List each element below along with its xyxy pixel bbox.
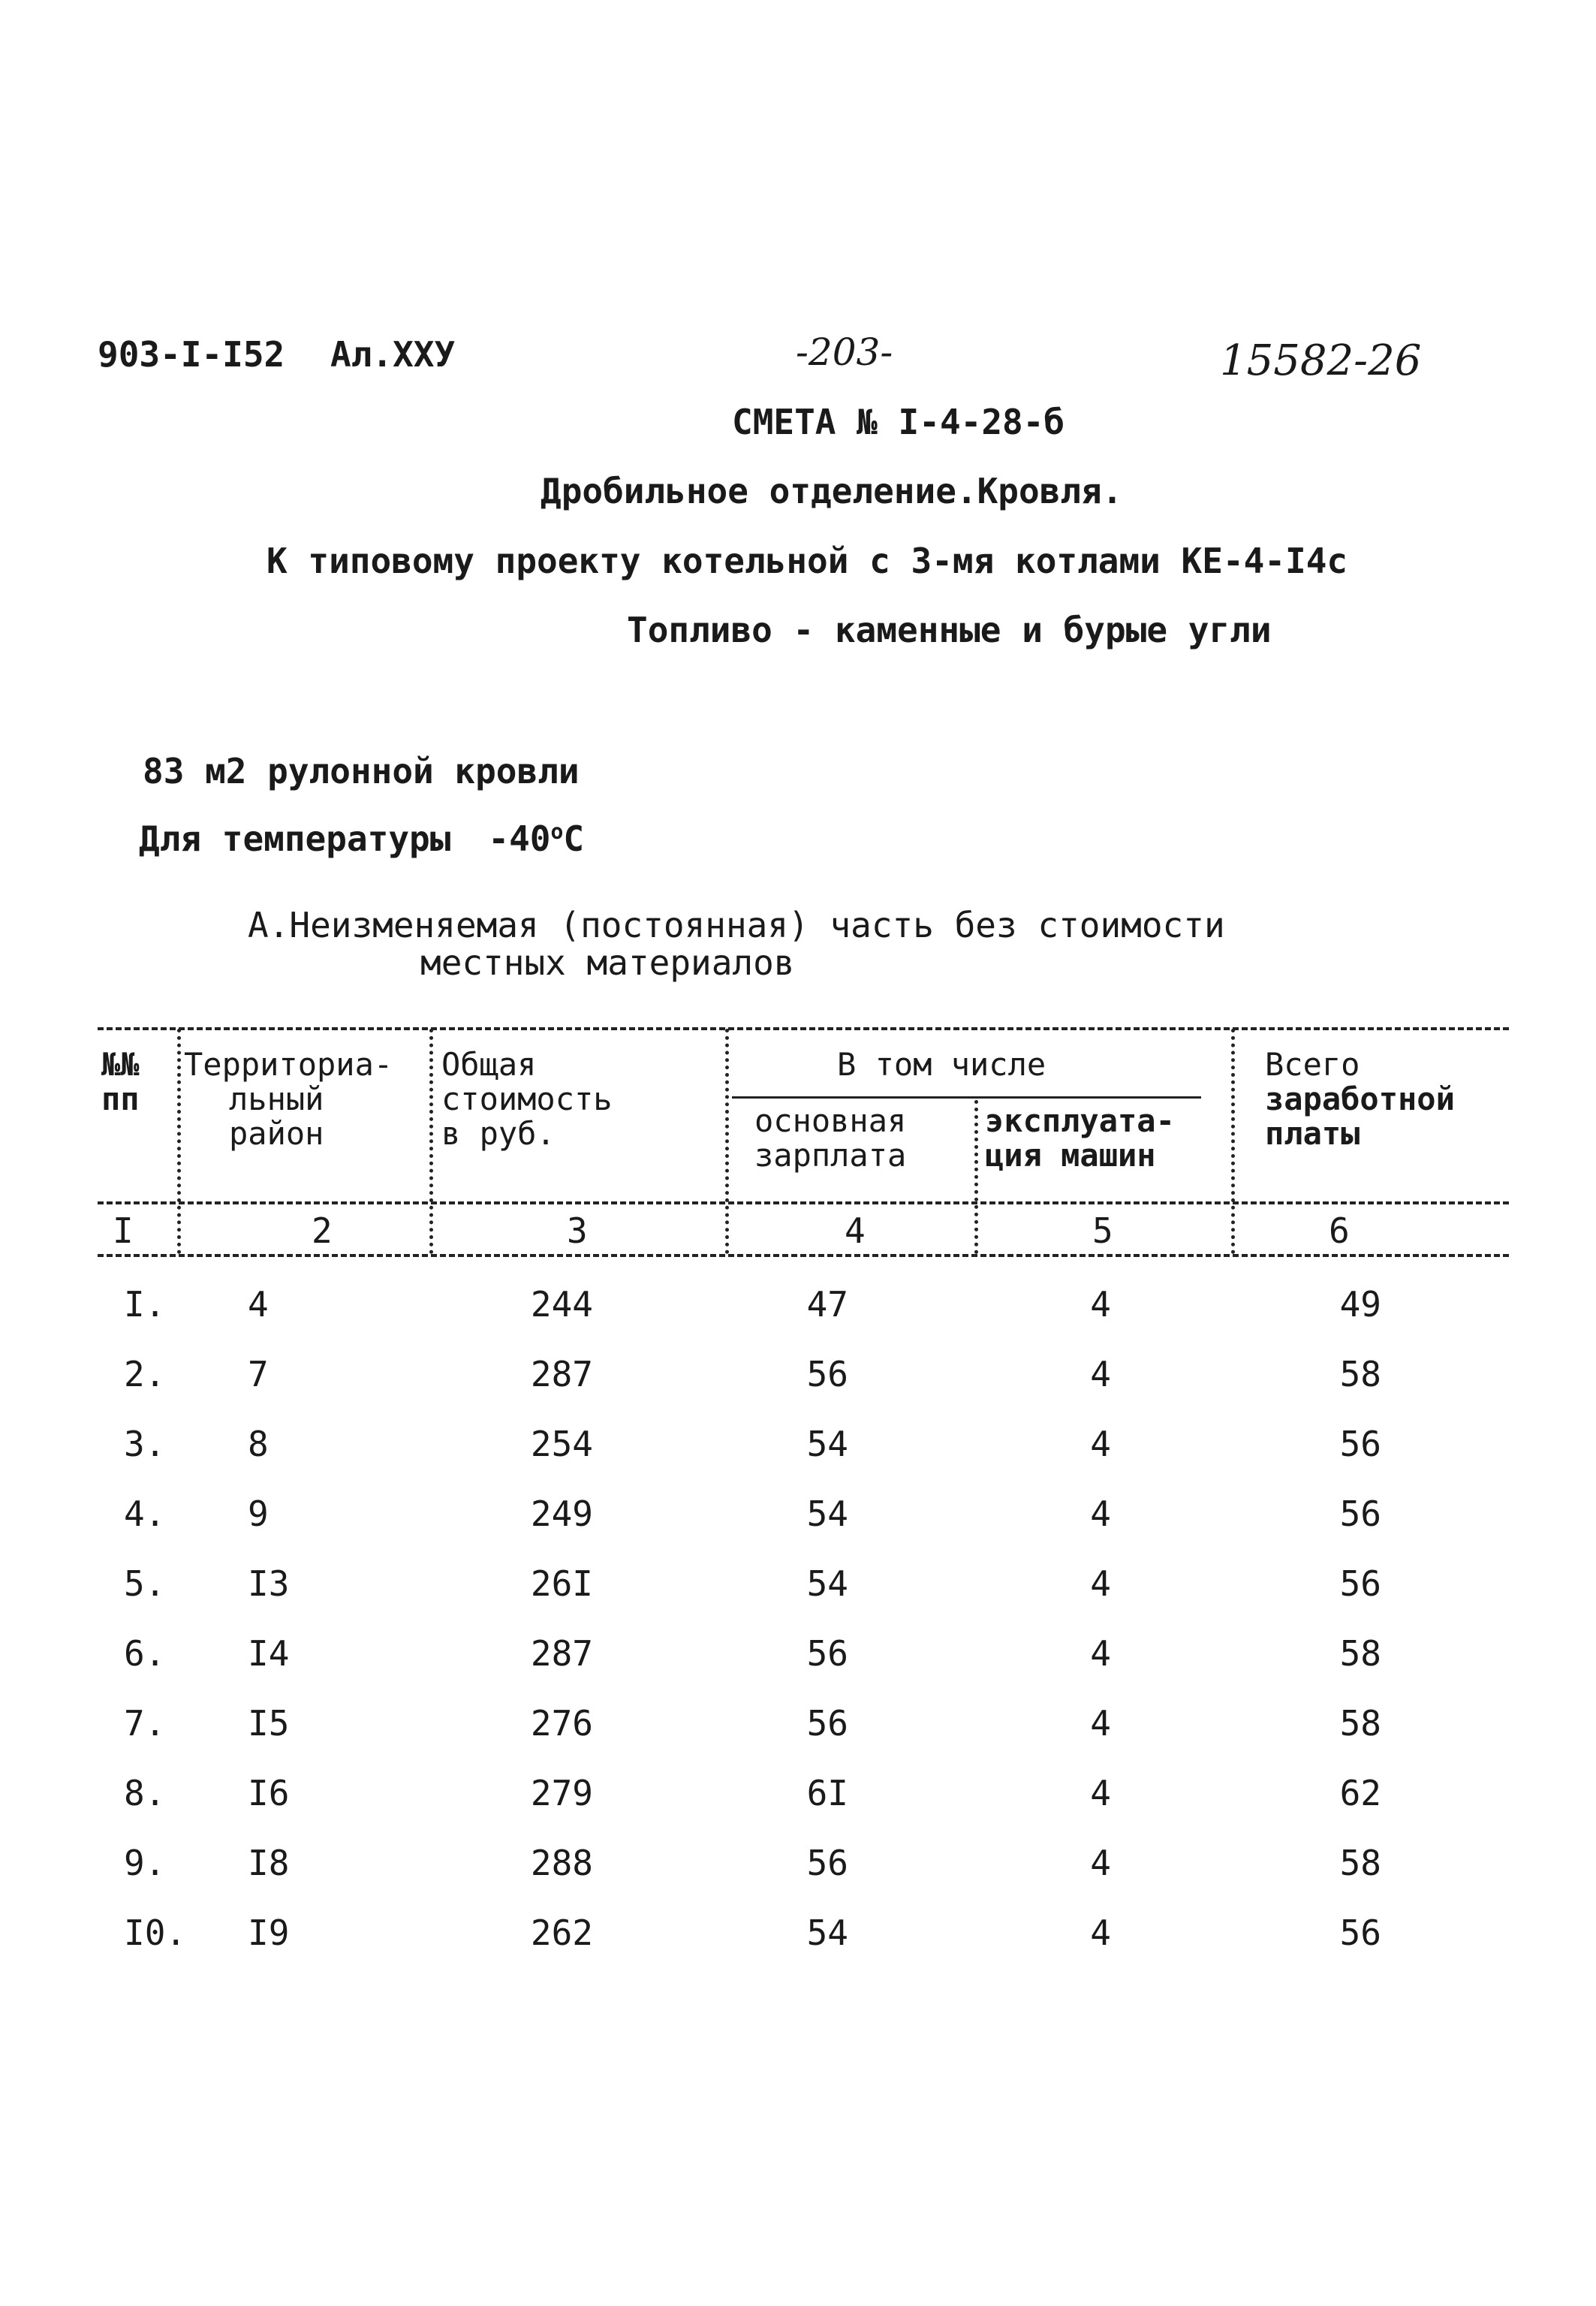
- base-salary-cell: 54: [806, 1563, 848, 1604]
- row-number: 7.: [124, 1703, 166, 1744]
- base-salary-cell: 56: [806, 1633, 848, 1674]
- total-cost-cell: 287: [530, 1354, 593, 1394]
- table-row: [0, 1284, 1596, 1329]
- column-number-4: 4: [845, 1210, 866, 1251]
- page-number: -203-: [796, 330, 893, 374]
- row-number: 5.: [124, 1563, 166, 1604]
- region-cell: 8: [248, 1424, 269, 1464]
- table-top-rule: [98, 1027, 1509, 1030]
- total-wages-cell: 58: [1339, 1843, 1381, 1883]
- estimate-title: СМЕТА № I-4-28-б: [732, 402, 1065, 442]
- table-row: [0, 1424, 1596, 1469]
- document-code: 903-I-I52: [98, 334, 285, 375]
- group-underline: [732, 1096, 1201, 1099]
- subtitle-line2: местных материалов: [420, 942, 795, 983]
- machine-operation-cell: 4: [1090, 1354, 1111, 1394]
- column-number-6: 6: [1329, 1210, 1350, 1251]
- column-divider-5: [1231, 1029, 1235, 1254]
- total-cost-cell: 249: [530, 1494, 593, 1534]
- table-column-numbers-rule: [98, 1254, 1509, 1257]
- row-number: 2.: [124, 1354, 166, 1394]
- total-wages-cell: 56: [1339, 1913, 1381, 1953]
- base-salary-cell: 56: [806, 1703, 848, 1744]
- total-cost-cell: 26I: [530, 1563, 593, 1604]
- column-number-2: 2: [312, 1210, 333, 1251]
- table-row: [0, 1563, 1596, 1608]
- base-salary-cell: 56: [806, 1354, 848, 1394]
- machine-operation-cell: 4: [1090, 1703, 1111, 1744]
- total-wages-cell: 58: [1339, 1633, 1381, 1674]
- machine-operation-cell: 4: [1090, 1563, 1111, 1604]
- album-label: Ал.ХХУ: [330, 334, 456, 375]
- total-wages-cell: 49: [1339, 1284, 1381, 1325]
- project-title: К типовому проекту котельной с 3-мя котлами КЕ-4-I4с: [267, 541, 1348, 581]
- temperature-line: Для температуры -40$^o$С: [139, 818, 585, 859]
- subtitle-line1: А.Неизменяемая (постоянная) часть без стоимости: [248, 905, 1225, 945]
- table-row: [0, 1913, 1596, 1958]
- machine-operation-cell: 4: [1090, 1913, 1111, 1953]
- row-number: 9.: [124, 1843, 166, 1883]
- machine-operation-cell: 4: [1090, 1284, 1111, 1325]
- temperature-label: Для температуры: [139, 818, 451, 859]
- row-number: 8.: [124, 1773, 166, 1813]
- col5-header: эксплуата- ция машин: [985, 1102, 1175, 1174]
- table-row: [0, 1843, 1596, 1888]
- row-number: I.: [124, 1284, 166, 1325]
- machine-operation-cell: 4: [1090, 1773, 1111, 1813]
- region-cell: I3: [248, 1563, 290, 1604]
- handwritten-reference: 15582-26: [1220, 336, 1422, 385]
- total-cost-cell: 279: [530, 1773, 593, 1813]
- region-cell: 9: [248, 1494, 269, 1534]
- col1-header: №№ пп: [101, 1046, 140, 1117]
- region-cell: I9: [248, 1913, 290, 1953]
- total-cost-cell: 254: [530, 1424, 593, 1464]
- total-cost-cell: 288: [530, 1843, 593, 1883]
- region-cell: I5: [248, 1703, 290, 1744]
- total-cost-cell: 287: [530, 1633, 593, 1674]
- total-wages-cell: 56: [1339, 1424, 1381, 1464]
- total-wages-cell: 56: [1339, 1563, 1381, 1604]
- total-wages-cell: 62: [1339, 1773, 1381, 1813]
- region-cell: 4: [248, 1284, 269, 1325]
- table-row: [0, 1633, 1596, 1678]
- total-wages-cell: 56: [1339, 1494, 1381, 1534]
- column-divider-1: [177, 1029, 181, 1254]
- base-salary-cell: 6I: [806, 1773, 848, 1813]
- region-cell: I4: [248, 1633, 290, 1674]
- table-header-rule: [98, 1201, 1509, 1204]
- fuel-title: Топливо - каменные и бурые угли: [627, 610, 1272, 650]
- base-salary-cell: 54: [806, 1913, 848, 1953]
- col4-header: основная зарплата: [754, 1102, 907, 1174]
- region-cell: 7: [248, 1354, 269, 1394]
- base-salary-cell: 47: [806, 1284, 848, 1325]
- temperature-value: -40: [488, 818, 551, 859]
- total-wages-cell: 58: [1339, 1703, 1381, 1744]
- total-cost-cell: 262: [530, 1913, 593, 1953]
- table-row: [0, 1773, 1596, 1818]
- total-cost-cell: 276: [530, 1703, 593, 1744]
- column-number-3: 3: [567, 1210, 588, 1251]
- group-header: В том числе: [837, 1046, 1046, 1083]
- region-cell: I6: [248, 1773, 290, 1813]
- col3-header: Общая стоимость в руб.: [441, 1046, 613, 1152]
- col2-header: Территориа- льный район: [184, 1046, 393, 1152]
- table-row: [0, 1494, 1596, 1539]
- base-salary-cell: 54: [806, 1494, 848, 1534]
- machine-operation-cell: 4: [1090, 1424, 1111, 1464]
- column-number-1: I: [113, 1210, 134, 1251]
- row-number: 4.: [124, 1494, 166, 1534]
- base-salary-cell: 54: [806, 1424, 848, 1464]
- row-number: 6.: [124, 1633, 166, 1674]
- total-wages-cell: 58: [1339, 1354, 1381, 1394]
- column-number-5: 5: [1092, 1210, 1113, 1251]
- section-title: Дробильное отделение.Кровля.: [541, 471, 1123, 511]
- row-number: 3.: [124, 1424, 166, 1464]
- col6-header: Всего заработной платы: [1265, 1046, 1455, 1152]
- machine-operation-cell: 4: [1090, 1843, 1111, 1883]
- machine-operation-cell: 4: [1090, 1494, 1111, 1534]
- column-divider-2: [429, 1029, 433, 1254]
- temperature-unit: С: [563, 818, 585, 859]
- column-divider-3: [725, 1029, 729, 1254]
- roof-area: 83 м2 рулонной кровли: [143, 751, 580, 791]
- table-row: [0, 1703, 1596, 1748]
- column-divider-4: [974, 1100, 978, 1254]
- base-salary-cell: 56: [806, 1843, 848, 1883]
- machine-operation-cell: 4: [1090, 1633, 1111, 1674]
- total-cost-cell: 244: [530, 1284, 593, 1325]
- table-row: [0, 1354, 1596, 1399]
- region-cell: I8: [248, 1843, 290, 1883]
- row-number: I0.: [124, 1913, 187, 1953]
